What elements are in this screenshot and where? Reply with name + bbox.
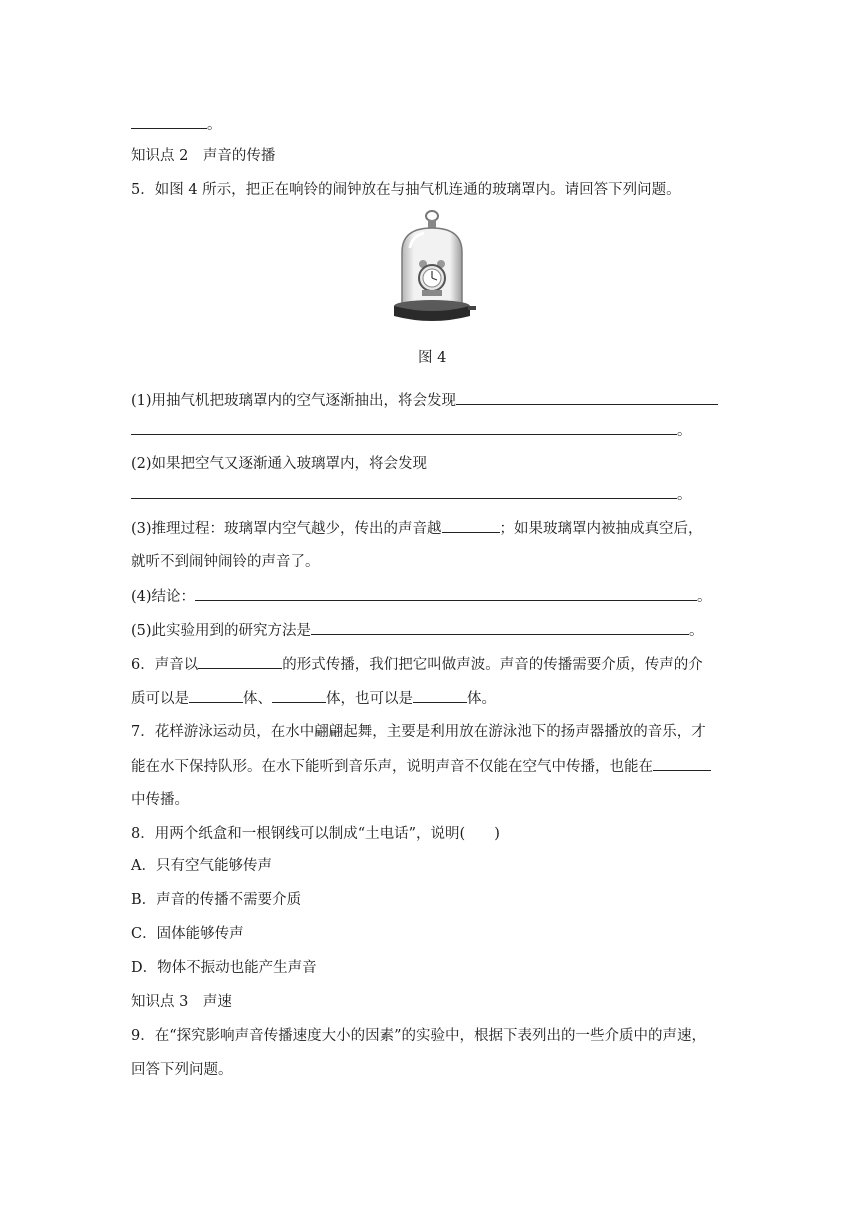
bell-jar-figure xyxy=(388,208,476,336)
answer-blank[interactable] xyxy=(195,586,697,601)
bell-jar-alarm-clock-image xyxy=(388,208,476,336)
answer-line: 。 xyxy=(131,484,692,505)
answer-blank[interactable] xyxy=(653,756,711,771)
period: 。 xyxy=(207,117,222,133)
question-5-part-5: (5)此实验用到的研究方法是 。 xyxy=(131,620,704,641)
question-7-line-3: 中传播。 xyxy=(131,792,189,808)
option-c[interactable]: C．固体能够传声 xyxy=(131,926,244,942)
answer-blank[interactable] xyxy=(131,420,677,435)
question-5-part-3-cont: 就听不到闹钟闹铃的声音了。 xyxy=(131,554,320,570)
question-9-line-1: 9．在“探究影响声音传播速度大小的因素”的实验中，根据下表列出的一些介质中的声速， xyxy=(131,1028,707,1044)
question-5-part-4: (4)结论： 。 xyxy=(131,586,712,607)
question-6-line-2: 质可以是 体、 体，也可以是 体。 xyxy=(131,688,496,709)
answer-blank[interactable] xyxy=(198,654,282,669)
question-8-stem: 8．用两个纸盒和一根钢线可以制成“土电话”，说明( ) xyxy=(131,826,500,842)
question-6-line-1: 6．声音以 的形式传播，我们把它叫做声波。声音的传播需要介质，传声的介 xyxy=(131,654,703,675)
answer-blank[interactable] xyxy=(189,688,243,703)
answer-blank[interactable] xyxy=(413,688,467,703)
section-heading: 知识点 2 声音的传播 xyxy=(131,148,276,164)
answer-blank[interactable] xyxy=(272,688,326,703)
option-d[interactable]: D．物体不振动也能产生声音 xyxy=(131,960,317,976)
answer-blank[interactable] xyxy=(131,114,207,129)
question-5-part-1: (1)用抽气机把玻璃罩内的空气逐渐抽出，将会发现 xyxy=(131,390,718,411)
answer-line xyxy=(131,114,222,135)
option-b[interactable]: B．声音的传播不需要介质 xyxy=(131,892,302,908)
answer-line: 。 xyxy=(131,420,692,441)
option-a[interactable]: A．只有空气能够传声 xyxy=(131,858,272,874)
question-5-stem: 5．如图 4 所示，把正在响铃的闹钟放在与抽气机连通的玻璃罩内。请回答下列问题。 xyxy=(131,182,681,198)
question-7-line-2: 能在水下保持队形。在水下能听到音乐声，说明声音不仅能在空气中传播，也能在 xyxy=(131,756,711,777)
answer-blank[interactable] xyxy=(456,390,718,405)
answer-blank[interactable] xyxy=(131,484,677,499)
question-5-part-2: (2)如果把空气又逐渐通入玻璃罩内，将会发现 xyxy=(131,456,428,472)
section-heading: 知识点 3 声速 xyxy=(131,994,232,1010)
question-5-part-3: (3)推理过程：玻璃罩内空气越少，传出的声音越 ；如果玻璃罩内被抽成真空后， xyxy=(131,518,703,539)
question-9-line-2: 回答下列问题。 xyxy=(131,1062,233,1078)
answer-blank[interactable] xyxy=(442,518,500,533)
answer-blank[interactable] xyxy=(311,620,689,635)
question-7-line-1: 7．花样游泳运动员，在水中翩翩起舞，主要是利用放在游泳池下的扬声器播放的音乐，才 xyxy=(131,724,706,740)
figure-caption: 图 4 xyxy=(418,350,447,366)
